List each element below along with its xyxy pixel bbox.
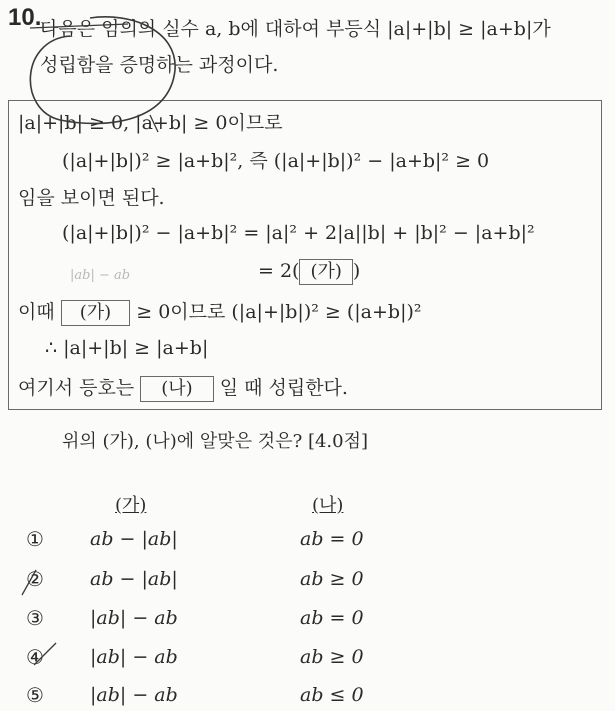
proof-line-4: (|a|+|b|)² − |a+b|² = |a|² + 2|a||b| + |b|² − |a+b|² [62,222,535,244]
proof-line-6-suffix: ≥ 0이므로 (|a|+|b|)² ≥ (|a+b|)² [136,301,422,323]
proof-line-8 [18,373,348,402]
handwritten-note: |ab| − ab [70,268,131,283]
choice-1-na: ab = 0 [300,528,364,550]
proof-line-6-prefix: 이때 [18,301,55,323]
proof-line-8-suffix: 일 때 성립한다. [219,377,348,399]
choice-5-na: ab ≤ 0 [300,684,364,706]
choice-5-ga: |ab| − ab [90,684,178,706]
choice-header-na: (나) [312,495,344,516]
choice-2-number[interactable]: ② [26,567,44,591]
proof-line-7: ∴ |a|+|b| ≥ |a+b| [45,337,209,359]
choice-3-na: ab = 0 [300,607,364,629]
question-number: 10. [8,4,42,31]
choice-3-ga: |ab| − ab [90,607,178,629]
choice-1-number[interactable]: ① [26,527,44,551]
choice-5-number[interactable]: ⑤ [26,683,44,707]
proof-line-1: |a|+|b| ≥ 0, |a+b| ≥ 0이므로 [18,112,283,134]
blank-na: (나) [140,376,213,402]
question-text-line2: 성립함을 증명하는 과정이다. [40,54,279,76]
choice-4-na: ab ≥ 0 [300,646,364,668]
choice-2-na: ab ≥ 0 [300,568,364,590]
proof-line-5-suffix: ) [352,260,361,282]
question-text-line1: 다음은 임의의 실수 a, b에 대하여 부등식 |a|+|b| ≥ |a+b|가 [40,18,551,40]
choice-1-ga: ab − |ab| [90,528,178,550]
proof-line-5 [258,259,360,285]
question-prompt: 위의 (가), (나)에 알맞은 것은? [4.0점] [62,431,369,452]
choice-4-ga: |ab| − ab [90,646,178,668]
proof-line-2: (|a|+|b|)² ≥ |a+b|², 즉 (|a|+|b|)² − |a+b|² ≥ 0 [62,150,490,172]
choice-3-number[interactable]: ③ [26,606,44,630]
blank-ga-2: (가) [61,300,130,326]
blank-ga: (가) [299,259,352,285]
proof-line-8-prefix: 여기서 등호는 [18,377,135,399]
choice-4-number[interactable]: ④ [26,645,44,669]
choice-2-ga: ab − |ab| [90,568,178,590]
choice-header-ga: (가) [115,495,147,516]
proof-line-6 [18,297,422,326]
proof-line-3: 임을 보이면 된다. [18,187,165,209]
proof-line-5-prefix: = 2( [258,260,300,282]
